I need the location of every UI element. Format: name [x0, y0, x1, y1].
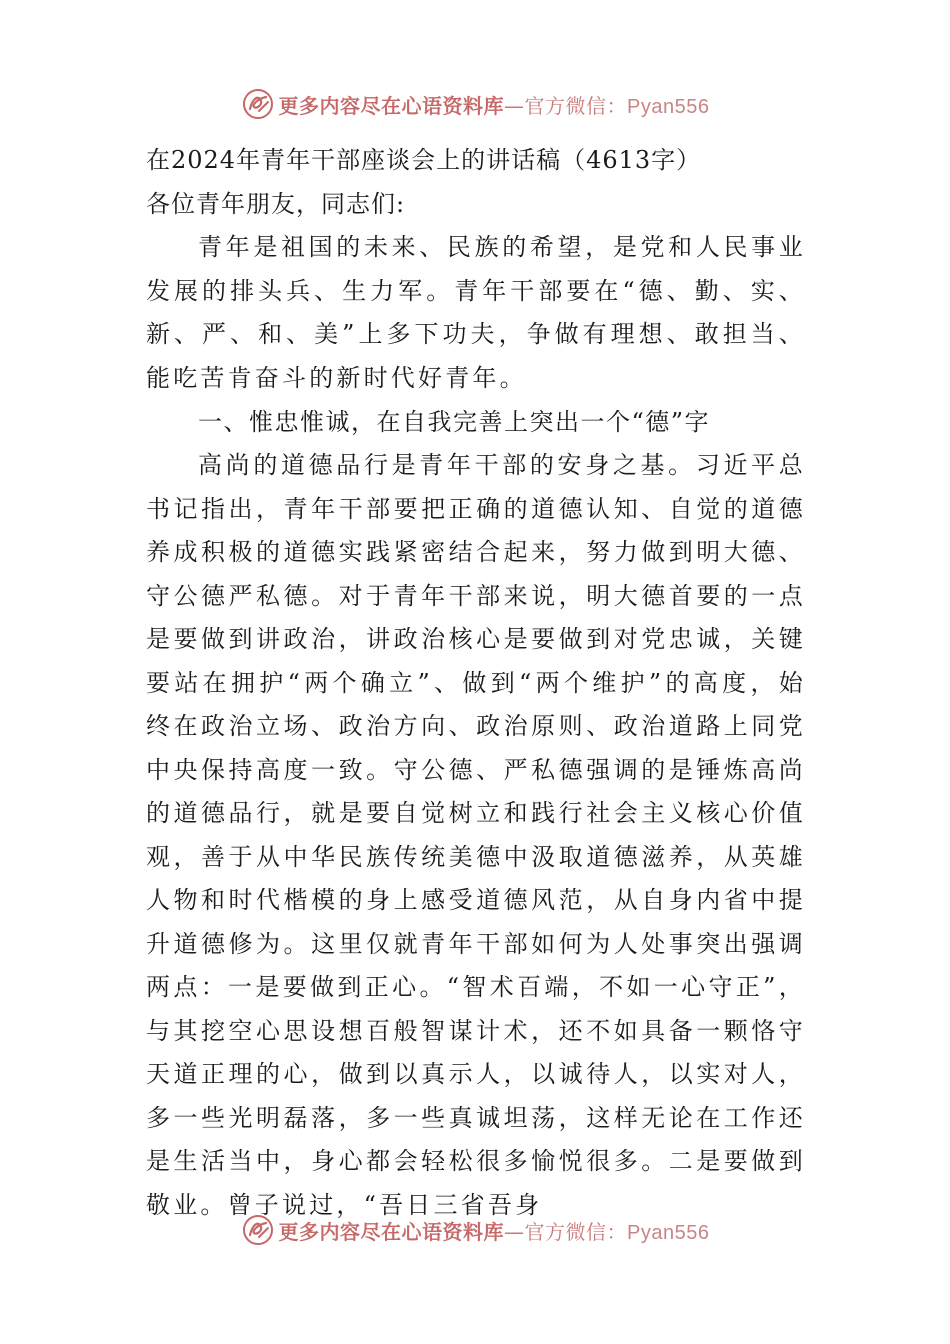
- watermark-official-label: 官方微信：: [524, 1219, 628, 1244]
- watermark-banner-top: [0, 84, 950, 124]
- signature-seal-icon: [241, 1213, 275, 1247]
- section-heading-1: 一、惟忠惟诚，在自我完善上突出一个“德”字: [198, 408, 711, 436]
- watermark-official-label: 官方微信：: [524, 93, 628, 118]
- intro-paragraph: 青年是祖国的未来、民族的希望，是党和人民事业发展的排头兵、生力军。青年干部要在“德、勤、实、新、严、和、美”上多下功夫，争做有理想、敢担当、能吃苦肯奋斗的新时代好青年。: [146, 233, 806, 392]
- section-1-paragraph: 高尚的道德品行是青年干部的安身之基。习近平总书记指出，青年干部要把正确的道德认知、自觉的道德养成积极的道德实践紧密结合起来，努力做到明大德、守公德严私德。对于青年干部来说，明大德首要的一点是要做到讲政治，讲政治核心是要做到对党忠诚，关键要站在拥护“两个确立”、做到“两个维护”的高度，始终在政治立场、政治方向、政治原则、政治道路上同党中央保持高度一致。守公德、严私德强调的是锤炼高尚的道德品行，就是要自觉树立和践行社会主义核心价值观，善于从中华民族传统美德中汲取道德滋养，从英雄人物和时代楷模的身上感受道德风范，从自身内省中提升道德修为。这里仅就青年干部如何为人处事突出强调两点：一是要做到正心。“智术百端，不如一心守正”，与其挖空心思设想百般智谋计术，还不如具备一颗恪守天道正理的心，做到以真示人，以诚待人，以实对人，多一些光明磊落，多一些真诚坦荡，这样无论在工作还是生活当中，身心都会轻松很多愉悦很多。二是要做到敬业。曾子说过，“吾日三省吾身: [146, 451, 806, 1219]
- watermark-banner-bottom: [0, 1210, 950, 1250]
- watermark-wechat-id: Pyan556: [627, 95, 710, 118]
- watermark-separator: —: [504, 93, 525, 118]
- signature-seal-icon: [241, 87, 275, 121]
- watermark-text: [279, 90, 710, 119]
- watermark-separator: —: [504, 1219, 525, 1244]
- watermark-text: [279, 1216, 710, 1245]
- watermark-wechat-id: Pyan556: [627, 1221, 710, 1244]
- watermark-brand: 更多内容尽在心语资料库: [278, 1219, 505, 1244]
- watermark-brand: 更多内容尽在心语资料库: [278, 93, 505, 118]
- salutation: 各位青年朋友，同志们:: [146, 190, 406, 218]
- document-body: [146, 138, 806, 1227]
- document-title: 在2024年青年干部座谈会上的讲话稿（4613字）: [146, 146, 702, 174]
